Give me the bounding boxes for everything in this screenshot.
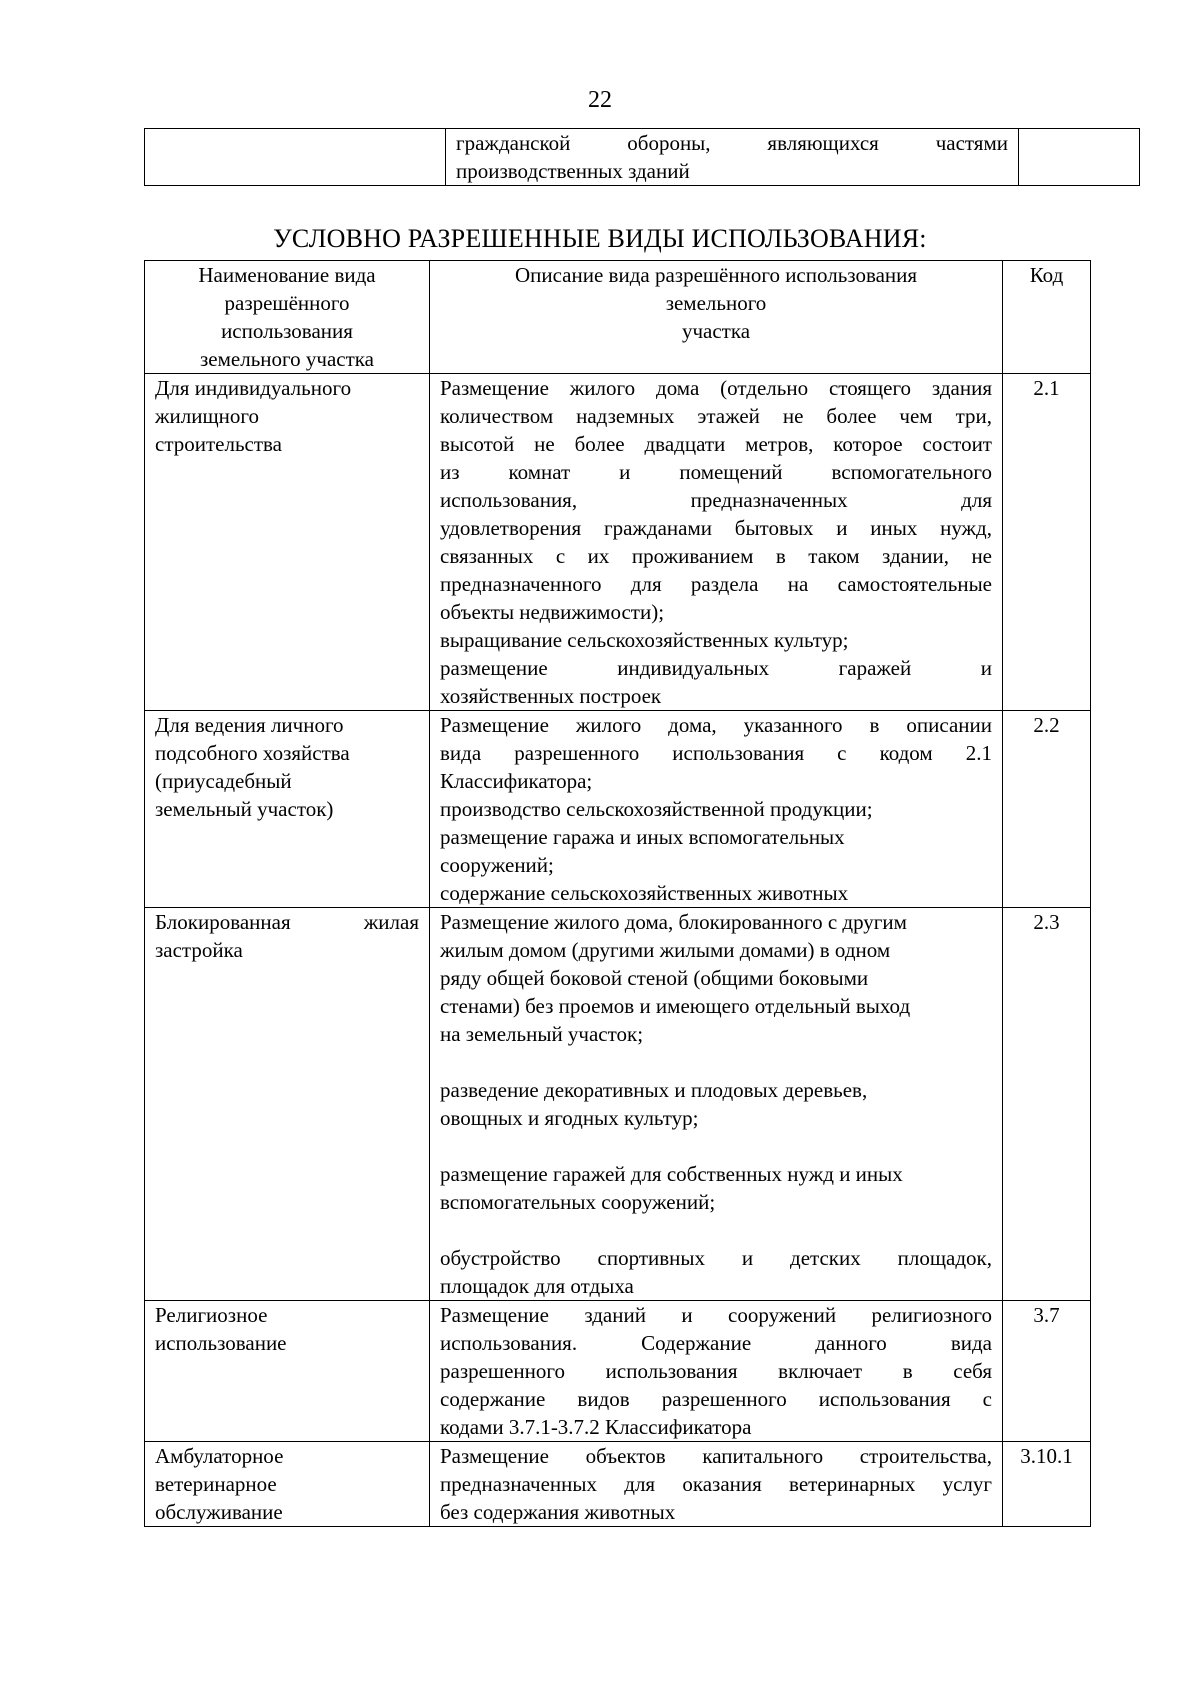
continuation-table (144, 128, 1140, 186)
section-heading: УСЛОВНО РАЗРЕШЕННЫЕ ВИДЫ ИСПОЛЬЗОВАНИЯ: (273, 224, 927, 253)
text-line: жилищного (155, 404, 259, 428)
header-code: Код (1003, 261, 1091, 374)
text-line: овощных и ягодных культур; (440, 1106, 699, 1130)
row-code: 3.7 (1003, 1301, 1091, 1442)
text-line: ряду общей боковой стеной (общими боковыми (440, 966, 869, 990)
table-row (145, 711, 1091, 908)
row-description (430, 1301, 1003, 1442)
text-line: на земельный участок; (440, 1022, 644, 1046)
row-description (430, 908, 1003, 1301)
text-line: застройка (155, 938, 243, 962)
text-line: производство сельскохозяйственной продукции; (440, 797, 873, 821)
row-name (145, 1442, 430, 1527)
text-line: Амбулаторное (155, 1444, 284, 1468)
text-line: размещение индивидуальных гаражей и (440, 656, 992, 680)
text-line: вида разрешенного использования с кодом 2.1 (440, 741, 992, 765)
text-line: хозяйственных построек (440, 684, 662, 708)
blank-line (440, 1216, 992, 1244)
table-row (145, 129, 1140, 186)
text-line: объекты недвижимости); (440, 600, 665, 624)
row-description (430, 1442, 1003, 1527)
text-line: без содержания животных (440, 1500, 676, 1524)
header-line: земельного (665, 291, 767, 315)
text-line: Для индивидуального (155, 376, 352, 400)
text-line: стенами) без проемов и имеющего отдельный выход (440, 994, 911, 1018)
text-line: из комнат и помещений вспомогательного (440, 460, 992, 484)
text-line: содержание сельскохозяйственных животных (440, 881, 849, 905)
text-line: разведение декоративных и плодовых деревьев, (440, 1078, 868, 1102)
text-line: (приусадебный (155, 769, 292, 793)
text-line: строительства (155, 432, 283, 456)
text-line: подсобного хозяйства (155, 741, 350, 765)
continuation-name-cell (145, 129, 446, 186)
text-line: площадок для отдыха (440, 1274, 634, 1298)
text-line: Размещение объектов капитального строительства, (440, 1444, 992, 1468)
header-line: Наименование вида (198, 263, 376, 287)
text-line: содержание видов разрешенного использования с (440, 1387, 992, 1411)
page-number: 22 (588, 87, 612, 113)
row-name (145, 374, 430, 711)
text-line: вспомогательных сооружений; (440, 1190, 716, 1214)
text-line: связанных с их проживанием в таком здании, не (440, 544, 992, 568)
text-line: Блокированная жилая (155, 910, 419, 934)
text-line: размещение гаража и иных вспомогательных (440, 825, 845, 849)
text-line: кодами 3.7.1-3.7.2 Классификатора (440, 1415, 752, 1439)
table-row (145, 908, 1091, 1301)
header-description (430, 261, 1003, 374)
text-line: Размещение зданий и сооружений религиозного (440, 1303, 992, 1327)
row-code: 2.3 (1003, 908, 1091, 1301)
blank-line (440, 1048, 992, 1076)
text-line: разрешенного использования включает в себя (440, 1359, 992, 1383)
text-line: удовлетворения гражданами бытовых и иных нужд, (440, 516, 992, 540)
text-line: ветеринарное (155, 1472, 277, 1496)
row-code: 3.10.1 (1003, 1442, 1091, 1527)
text-line: обслуживание (155, 1500, 283, 1524)
header-line: использования (221, 319, 353, 343)
text-line: жилым домом (другими жилыми домами) в одном (440, 938, 891, 962)
text-line: высотой не более двадцати метров, которое состоит (440, 432, 992, 456)
text-line: предназначенного для раздела на самостоятельные (440, 572, 992, 596)
text-line: Размещение жилого дома (отдельно стоящего здания (440, 376, 992, 400)
row-description (430, 374, 1003, 711)
text-line: использования. Содержание данного вида (440, 1331, 992, 1355)
header-line: земельного участка (200, 347, 374, 371)
text-line: Размещение жилого дома, указанного в описании (440, 713, 992, 737)
header-name (145, 261, 430, 374)
text-line: сооружений; (440, 853, 554, 877)
table-row (145, 374, 1091, 711)
text-line: использование (155, 1331, 287, 1355)
header-line: Описание вида разрешённого использования (514, 263, 918, 287)
blank-line (440, 1132, 992, 1160)
table-row (145, 1301, 1091, 1442)
row-description (430, 711, 1003, 908)
text-line: Классификатора; (440, 769, 593, 793)
text-line: выращивание сельскохозяйственных культур; (440, 628, 849, 652)
header-line: разрешённого (224, 291, 350, 315)
text-line: предназначенных для оказания ветеринарных услуг (440, 1472, 992, 1496)
table-header-row (145, 261, 1091, 374)
text-line: Для ведения личного (155, 713, 344, 737)
table-row (145, 1442, 1091, 1527)
row-code: 2.1 (1003, 374, 1091, 711)
row-name (145, 711, 430, 908)
header-line: участка (681, 319, 751, 343)
continuation-code-cell (1019, 129, 1140, 186)
text-line: Религиозное (155, 1303, 268, 1327)
row-name (145, 1301, 430, 1442)
text-line: производственных зданий (456, 159, 690, 183)
text-line: обустройство спортивных и детских площадок, (440, 1246, 992, 1270)
text-line: размещение гаражей для собственных нужд и иных (440, 1162, 903, 1186)
land-use-table (144, 260, 1091, 1527)
text-line: гражданской обороны, являющихся частями (456, 131, 1008, 155)
text-line: использования, предназначенных для (440, 488, 992, 512)
text-line: количеством надземных этажей не более чем три, (440, 404, 992, 428)
continuation-description-cell (446, 129, 1019, 186)
row-code: 2.2 (1003, 711, 1091, 908)
text-line: земельный участок) (155, 797, 334, 821)
row-name (145, 908, 430, 1301)
text-line: Размещение жилого дома, блокированного с другим (440, 910, 907, 934)
